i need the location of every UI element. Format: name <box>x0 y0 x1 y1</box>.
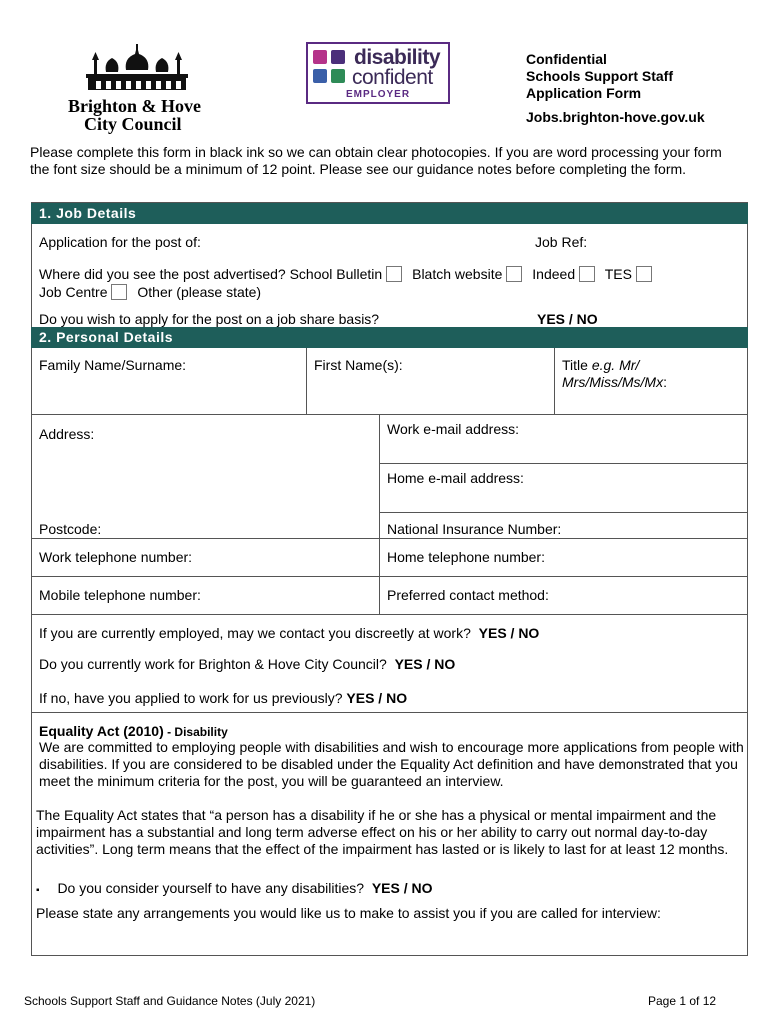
indeed-checkbox[interactable] <box>579 266 595 282</box>
job-share-answer[interactable]: YES / NO <box>537 311 598 327</box>
title-colon: : <box>663 374 667 390</box>
divider <box>379 463 748 464</box>
applied-previously-answer[interactable]: YES / NO <box>346 690 408 706</box>
council-name-line2: City Council <box>84 114 182 134</box>
title-word: Title <box>562 357 588 373</box>
intro-instructions: Please complete this form in black ink so we can obtain clear photocopies. If you are word processing your form the font size should be a minimum of 12 point. Please see our guidance notes before completing the form. <box>30 144 722 177</box>
key-icon <box>331 69 345 83</box>
contact-method-label: Preferred contact method: <box>387 587 549 603</box>
disability-confident-logo <box>306 42 450 104</box>
bhcc-employee-answer[interactable]: YES / NO <box>394 656 456 672</box>
home-phone-label: Home telephone number: <box>387 549 545 565</box>
batch-website-label: Blatch website <box>412 266 503 282</box>
postcode-label: Postcode: <box>39 521 102 537</box>
royal-pavilion-icon <box>82 44 192 94</box>
divider <box>31 576 748 577</box>
brighton-hove-logo <box>62 44 212 134</box>
discreet-contact-row <box>39 625 539 641</box>
divider <box>554 348 555 414</box>
equality-act-title: Equality Act (2010) <box>39 723 164 739</box>
work-email-label: Work e-mail address: <box>387 421 520 437</box>
footer-document-name: Schools Support Staff and Guidance Notes (July 2021) <box>24 994 316 1008</box>
divider <box>31 712 748 713</box>
equality-definition-paragraph: The Equality Act states that “a person has a disability if he or she has a physical or mental impairment and the impairment has a substantial and long term adverse effect on his or her ability to carry out normal day-to-day activities”. Long term means that the effect of the impairment has lasted or is likely to last for at least 12 months. <box>36 807 729 857</box>
divider <box>31 538 748 539</box>
address-label: Address: <box>39 426 95 442</box>
disability-question: Do you consider yourself to have any disabilities? <box>57 880 365 896</box>
people-icon <box>313 50 327 64</box>
section1-header: 1. Job Details <box>31 203 748 224</box>
job-ref-label: Job Ref: <box>535 234 588 250</box>
job-share-question: Do you wish to apply for the post on a job share basis? <box>39 311 380 327</box>
first-names-label: First Name(s): <box>314 357 403 373</box>
dc-word-confident: confident <box>352 66 433 89</box>
disability-answer[interactable]: YES / NO <box>371 880 433 896</box>
tes-checkbox[interactable] <box>636 266 652 282</box>
dc-word-disability: disability <box>354 46 441 69</box>
applied-previously-row <box>39 690 407 706</box>
form-title-line3: Application Form <box>526 85 642 101</box>
equality-act-heading <box>39 723 228 739</box>
divider <box>379 414 380 614</box>
form-title-line2: Schools Support Staff <box>526 68 673 84</box>
school-bulletin-checkbox[interactable] <box>386 266 402 282</box>
title-label <box>562 357 667 391</box>
form-title <box>526 51 673 102</box>
equality-act-subtitle: - Disability <box>163 725 228 739</box>
discreet-contact-question: If you are currently employed, may we contact you discreetly at work? <box>39 625 471 641</box>
title-options: Mrs/Miss/Ms/Mx <box>562 374 664 390</box>
divider <box>31 614 748 615</box>
form-title-line1: Confidential <box>526 51 607 67</box>
equality-commitment-paragraph: We are committed to employing people with disabilities and wish to encourage more applications from people with disabilities. If you are considered to be disabled under the Equality Act definition and have demonstrated that you meet the minimum criteria for the post, you will be guaranteed an interview. <box>39 739 744 789</box>
tick-icon <box>331 50 345 64</box>
title-eg: e.g. Mr/ <box>591 357 640 373</box>
indeed-label: Indeed <box>532 266 576 282</box>
ni-number-label: National Insurance Number: <box>387 521 562 537</box>
family-name-label: Family Name/Surname: <box>39 357 187 373</box>
lock-icon <box>313 69 327 83</box>
divider <box>379 512 748 513</box>
dc-word-employer: EMPLOYER <box>345 89 411 100</box>
section2-header: 2. Personal Details <box>31 327 748 348</box>
jobs-website-link[interactable]: Jobs.brighton-hove.gov.uk <box>526 109 705 125</box>
home-email-label: Home e-mail address: <box>387 470 524 486</box>
discreet-contact-answer[interactable]: YES / NO <box>478 625 540 641</box>
batch-website-checkbox[interactable] <box>506 266 522 282</box>
other-label: Other (please state) <box>137 284 262 300</box>
mobile-phone-label: Mobile telephone number: <box>39 587 201 603</box>
bhcc-employee-row <box>39 656 455 672</box>
advert-question: Where did you see the post advertised? School Bulletin <box>39 266 383 282</box>
divider <box>31 414 748 415</box>
divider <box>306 348 307 414</box>
footer-page-number: Page 1 of 12 <box>648 994 717 1008</box>
council-name-line1: Brighton & Hove <box>68 96 201 116</box>
disability-question-row <box>36 880 433 896</box>
tes-label: TES <box>604 266 632 282</box>
work-phone-label: Work telephone number: <box>39 549 193 565</box>
job-centre-checkbox[interactable] <box>111 284 127 300</box>
applied-previously-question: If no, have you applied to work for us previously? <box>39 690 343 706</box>
advert-source-row <box>39 266 658 282</box>
arrangements-label: Please state any arrangements you would like us to make to assist you if you are called for interview: <box>36 905 661 921</box>
job-centre-label: Job Centre <box>39 284 108 300</box>
advert-source-row2 <box>39 284 261 300</box>
bullet-icon: ▪ <box>36 885 40 896</box>
post-applied-label: Application for the post of: <box>39 234 201 250</box>
bhcc-employee-question: Do you currently work for Brighton & Hove City Council? <box>39 656 387 672</box>
